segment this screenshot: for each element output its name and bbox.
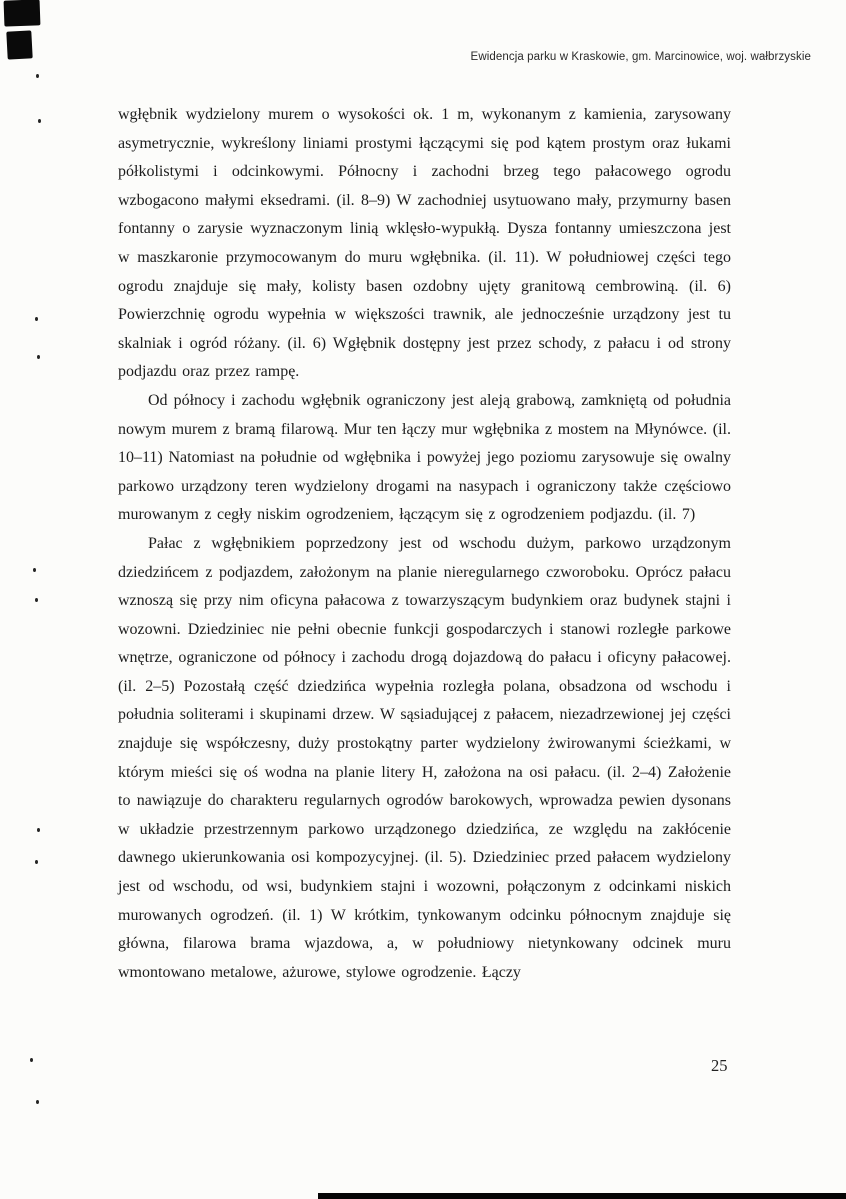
scan-speck <box>37 828 40 832</box>
scan-speck <box>35 860 38 864</box>
scan-speck <box>37 355 40 359</box>
running-header: Ewidencja parku w Kraskowie, gm. Marcinowice, woj. wałbrzyskie <box>470 51 811 63</box>
scan-artifact-corner-mark <box>4 0 41 27</box>
scan-speck <box>33 568 36 572</box>
scan-artifact-bottom-edge <box>318 1193 846 1199</box>
body-text <box>118 101 731 987</box>
paragraph: wgłębnik wydzielony murem o wysokości ok. 1 m, wykonanym z kamienia, zarysowany asymetrycznie, wykreślony liniami prostymi łączącymi się pod kątem prostym oraz łukami półkolistymi i odcinkowymi. Północny i zachodni brzeg tego pałacowego ogrodu wzbogacono małymi eksedrami. (il. 8–9) W zachodniej usytuowano mały, przymurny basen fontanny o zarysie wyznaczonym linią wklęsło-wypukłą. Dysza fontanny umieszczona jest w maszkaronie przymocowanym do muru wgłębnika. (il. 11). W południowej części tego ogrodu znajduje się mały, kolisty basen ozdobny ujęty granitową cembrowiną. (il. 6) Powierzchnię ogrodu wypełnia w większości trawnik, ale jednocześnie urządzony jest tu skalniak i ogród różany. (il. 6) Wgłębnik dostępny jest przez schody, z pałacu i od strony podjazdu oraz przez rampę. <box>118 106 731 381</box>
scan-speck <box>36 1100 39 1104</box>
page-number: 25 <box>711 1056 728 1075</box>
scan-speck <box>35 317 38 321</box>
paragraph: Pałac z wgłębnikiem poprzedzony jest od wschodu dużym, parkowo urządzonym dziedzińcem z podjazdem, założonym na planie nieregularnego czworoboku. Oprócz pałacu wznoszą się przy nim oficyna pałacowa z towarzyszącym budynkiem oraz budynek stajni i wozowni. Dziedziniec nie pełni obecnie funkcji gospodarczych i stanowi rozległe parkowe wnętrze, ograniczone od północy i zachodu drogą dojazdową do pałacu i oficyny pałacowej. (il. 2–5) Pozostałą część dziedzińca wypełnia rozległa polana, obsadzona od wschodu i południa soliterami i skupinami drzew. W sąsiadującej z pałacem, niezadrzewionej jej części znajduje się współczesny, duży prostokątny parter wydzielony żwirowanymi ścieżkami, w którym mieści się oś wodna na planie litery H, założona na osi pałacu. (il. 2–4) Założenie to nawiązuje do charakteru regularnych ogrodów barokowych, wprowadza pewien dysonans w układzie przestrzennym parkowo urządzonego dziedzińca, ze względu na zakłócenie dawnego ukierunkowania osi kompozycyjnej. (il. 5). Dziedziniec przed pałacem wydzielony jest od wschodu, od wsi, budynkiem stajni i wozowni, połączonym z odcinkami niskich murowanych ogrodzeń. (il. 1) W krótkim, tynkowanym odcinku północnym znajduje się główna, filarowa brama wjazdowa, a, w południowy nietynkowany odcinek muru wmontowano metalowe, ażurowe, stylowe ogrodzenie. Łączy <box>118 534 731 981</box>
scan-speck <box>36 74 39 78</box>
scan-speck <box>35 598 38 602</box>
scan-artifact-corner-mark <box>6 30 32 59</box>
scan-speck <box>38 119 41 123</box>
paragraph: Od północy i zachodu wgłębnik ograniczony jest aleją grabową, zamkniętą od południa nowym murem z bramą filarową. Mur ten łączy mur wgłębnika z mostem na Młynówce. (il. 10–11) Natomiast na południe od wgłębnika i powyżej jego poziomu zarysowuje się owalny parkowo urządzony teren wydzielony drogami na nasypach i ograniczony także częściowo murowanym z cegły niskim ogrodzeniem, łączącym się z ogrodzeniem podjazdu. (il. 7) <box>118 391 731 524</box>
scan-speck <box>30 1058 33 1062</box>
